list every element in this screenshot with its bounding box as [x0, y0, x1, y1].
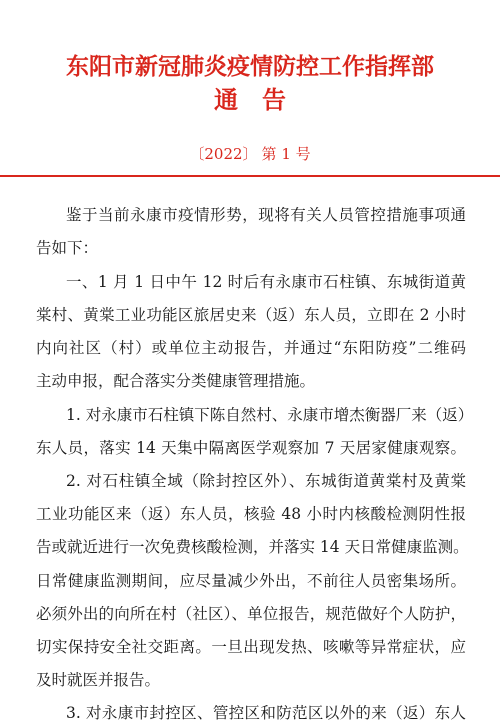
body-line: 3. 对永康市封控区、管控区和防范区以外的来（返）东人 — [66, 704, 466, 722]
issuing-organization: 东阳市新冠肺炎疫情防控工作指挥部 — [66, 53, 434, 80]
body-line: 一、1 月 1 日中午 12 时后有永康市石柱镇、东城街道黄 — [66, 273, 466, 291]
document-serial: 第 1 号 — [261, 145, 311, 163]
document-number — [0, 143, 500, 164]
red-divider-line — [0, 175, 500, 177]
body-line: 日常健康监测期间，应尽量减少外出，不前往人员密集场所。 — [36, 572, 466, 590]
body-line: 内向社区（村）或单位主动报告，并通过“东阳防疫”二维码 — [36, 339, 466, 357]
body-line: 主动申报，配合落实分类健康管理措施。 — [36, 372, 316, 390]
body-line: 1. 对永康市石柱镇下陈自然村、永康市增杰衡器厂来（返） — [66, 406, 474, 424]
document-year: 〔2022〕 — [189, 145, 258, 163]
body-line: 棠村、黄棠工业功能区旅居史来（返）东人员，立即在 2 小时 — [36, 306, 466, 324]
body-line: 工业功能区来（返）东人员，核验 48 小时内核酸检测阴性报 — [36, 505, 466, 523]
body-line: 必须外出的向所在村（社区）、单位报告，规范做好个人防护， — [36, 605, 466, 623]
body-line: 2. 对石柱镇全域（除封控区外）、东城街道黄棠村及黄棠 — [66, 472, 466, 490]
body-line: 告或就近进行一次免费核酸检测，并落实 14 天日常健康监测。 — [36, 538, 469, 556]
body-line: 告如下： — [36, 239, 99, 257]
body-line: 鉴于当前永康市疫情形势，现将有关人员管控措施事项通 — [66, 206, 466, 224]
body-line: 东人员，落实 14 天集中隔离医学观察加 7 天居家健康观察。 — [36, 439, 466, 457]
body-line: 及时就医并报告。 — [36, 671, 161, 689]
document-title: 通告 — [214, 85, 310, 114]
body-line: 切实保持安全社交距离。一旦出现发热、咳嗽等异常症状，应 — [36, 638, 466, 656]
